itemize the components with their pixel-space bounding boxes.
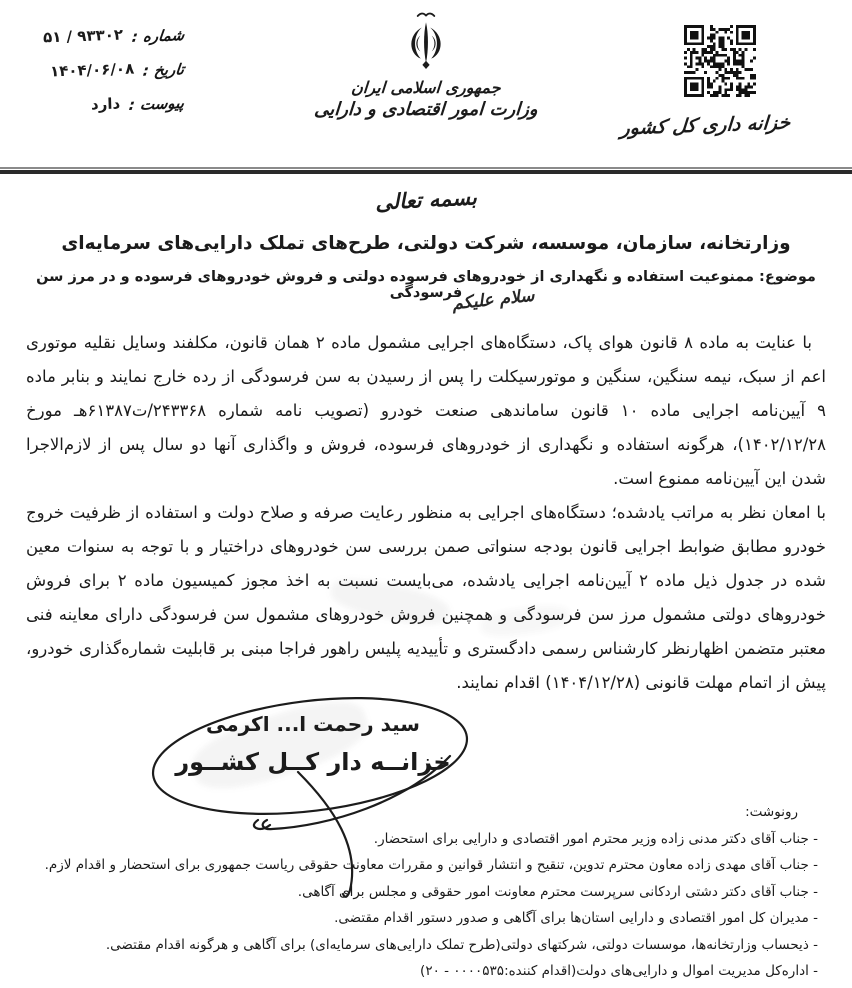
cc-section	[16, 799, 818, 985]
org-country: جمهوری اسلامی ایران	[350, 78, 502, 97]
cc-item: - جناب آقای دکتر مدنی زاده وزیر محترم امور اقتصادی و دارایی برای استحضار.	[373, 830, 818, 847]
letterhead-right	[619, 24, 791, 140]
handwritten-greeting: سلام علیکم	[450, 285, 535, 315]
body-paragraph-2: با امعان نظر به مراتب یادشده؛ دستگاه‌های اجرایی به منظور رعایت صرفه و صلاح دولت و استفاده از ظرفیت خروج خودرو مطابق ضوابط اجرایی قانون بودجه سنواتی صمن بررسی سن خودروهای دراختیار و با توجه به سنوات معین شده در جدول ذیل ماده ۲ آیین‌نامه اجرایی یادشده، می‌بایست نسبت به اخذ مجوز کمیسیون ماده ۲ برای فروش خودروهای دولتی مشمول مرز سن فرسودگی و همچنین فروش خودروهای مشمول سن فرسودگی دارای معاینه فنی معتبر متضمن اظهارنظر کارشناس رسمی دادگستری و تأییدیه پلیس راهور فراجا مبنی بر قابلیت شماره‌گذاری خودرو، پیش از اتمام مهلت قانونی (۱۴۰۴/۱۲/۲۸) اقدام نمایند.	[26, 503, 826, 692]
letter-date-row	[12, 60, 184, 79]
org-ministry: وزارت امور اقتصادی و دارایی	[313, 99, 539, 120]
letter-number-row	[12, 26, 184, 45]
cc-item: - اداره‌کل مدیریت اموال و دارایی‌های دولت(اقدام کننده:۰۰۰۰۵۳۵ - ۲۰)	[420, 963, 818, 979]
treasury-title: خزانه داری کل کشور	[619, 111, 791, 140]
signature-block	[148, 712, 478, 776]
signer-title: خزانــه دار کــل کشــور	[175, 748, 451, 776]
number-value: ۹۳۳۰۲ / ۵۱	[42, 25, 124, 47]
signer-name: سید رحمت ا... اکرمی	[206, 712, 420, 736]
letter-body	[26, 326, 826, 700]
cc-item: - جناب آقای مهدی زاده معاون محترم تدوین، تنقیح و انتشار قوانین و مقررات معاونت حقوقی ریاست جمهوری برای استحضار و اقدام لازم.	[44, 857, 818, 873]
cc-label: رونوشت:	[745, 804, 798, 820]
letter-meta	[12, 26, 184, 128]
qr-code	[684, 24, 756, 98]
date-value: ۱۴۰۴/۰۶/۰۸	[49, 59, 135, 81]
body-paragraph-1: با عنایت به ماده ۸ قانون هوای پاک، دستگاه‌های اجرایی مشمول ماده ۲ همان قانون، مکلفند وسایل نقلیه موتوری اعم از سبک، نیمه سنگین، سنگین و موتورسیکلت را پس از رسیدن به سن فرسودگی از رده خارج نمایند و بنابر ماده ۹ آیین‌نامه اجرایی ماده ۱۰ قانون ساماندهی صنعت خودرو (تصویب نامه شماره ۲۴۳۳۶۸/ت۶۱۳۸۷هـ مورخ ۱۴۰۲/۱۲/۲۸)، هرگونه استفاده و نگهداری از خودروهای فرسوده، فروش و واگذاری آنها دو سال پس از لازم‌الاجرا شدن این آیین‌نامه ممنوع است.	[26, 333, 826, 488]
cc-item: - ذیحساب وزارتخانه‌ها، موسسات دولتی، شرکتهای دولتی(طرح تملک دارایی‌های سرمایه‌ای) برای آگاهی و هرگونه اقدام مقتضی.	[105, 936, 818, 953]
attachment-label: پیوست :	[127, 94, 186, 114]
attachment-value: دارد	[90, 94, 121, 114]
number-label: شماره :	[130, 26, 186, 46]
iran-emblem-icon	[400, 10, 452, 74]
date-label: تاریخ :	[141, 60, 186, 80]
subject-line: موضوع: ممنوعیت استفاده و نگهداری از خودروهای فرسوده دولتی و فروش خودروهای فرسوده و در مرز سن فرسودگی	[36, 269, 816, 301]
addressee-line: وزارتخانه، سازمان، موسسه، شرکت دولتی، طرح‌های تملک دارایی‌های سرمایه‌ای	[61, 233, 791, 254]
cc-item: - جناب آقای دکتر دشتی اردکانی سرپرست محترم معاونت امور حقوقی و مجلس برای آگاهی.	[297, 883, 818, 900]
letter-attachment-row	[12, 94, 184, 113]
cc-item: - مدیران کل امور اقتصادی و دارایی استان‌ها برای آگاهی و صدور دستور اقدام مقتضی.	[334, 910, 818, 926]
bismillah: بسمه تعالی	[374, 185, 478, 215]
